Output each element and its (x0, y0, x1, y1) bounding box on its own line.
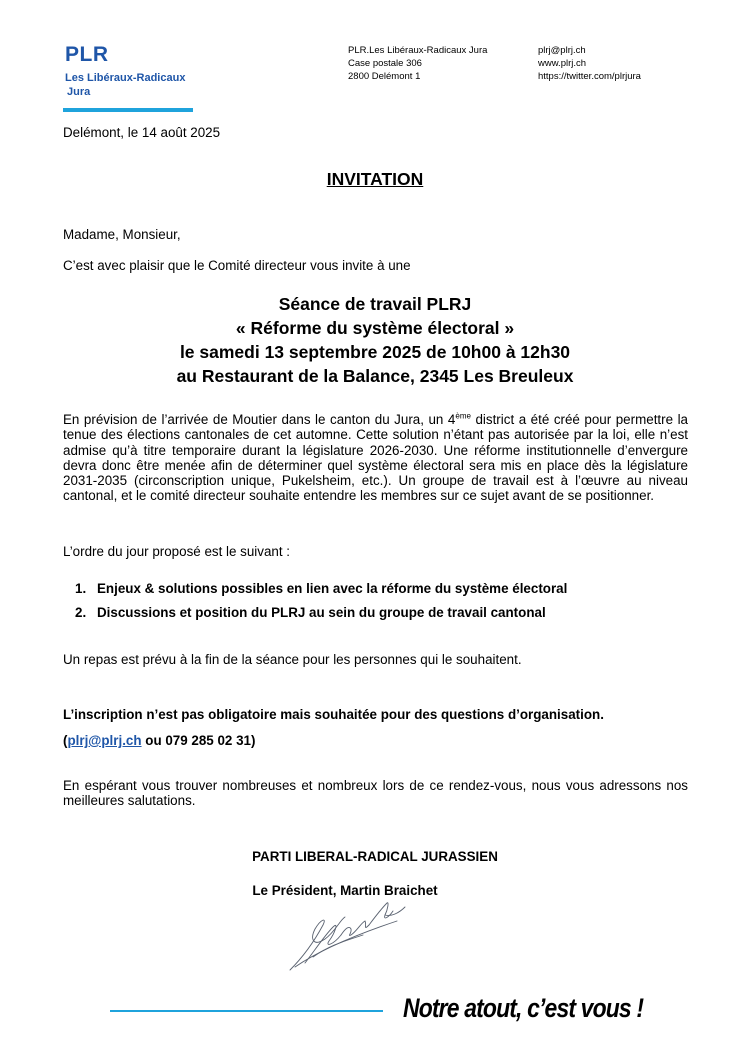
address-line: 2800 Delémont 1 (348, 71, 421, 82)
agenda-item (75, 577, 567, 601)
ordinal-superscript: ème (455, 411, 471, 421)
meal-note: Un repas est prévu à la fin de la séance pour les personnes qui le souhaitent. (63, 652, 522, 667)
address-line: Case postale 306 (348, 58, 422, 69)
contact-website[interactable]: www.plrj.ch (538, 58, 587, 69)
footer-rule (110, 1010, 383, 1012)
event-datetime: le samedi 13 septembre 2025 de 10h00 à 12h30 (179, 342, 571, 362)
event-location: au Restaurant de la Balance, 2345 Les Breuleux (176, 366, 574, 386)
agenda-text: Enjeux & solutions possibles en lien avec la réforme du système électoral (97, 581, 568, 596)
logo-subtitle: Les Libéraux-Radicaux (65, 72, 186, 84)
event-topic: « Réforme du système électoral » (235, 318, 515, 338)
salutation: Madame, Monsieur, (63, 227, 181, 242)
registration-note (63, 702, 604, 754)
contact-email[interactable]: plrj@plrj.ch (538, 45, 586, 56)
paragraph-text: En prévision de l’arrivée de Moutier dans le canton du Jura, un 4 (63, 412, 456, 427)
agenda-item (75, 601, 567, 625)
event-details (0, 292, 750, 388)
registration-phone: ou 079 285 02 31) (141, 733, 256, 748)
agenda-number: 2. (75, 605, 87, 620)
title-text: INVITATION (326, 169, 424, 189)
contact-info (538, 44, 641, 83)
agenda-number: 1. (75, 581, 87, 596)
registration-email-link[interactable]: plrj@plrj.ch (67, 733, 142, 748)
postal-address (348, 44, 487, 83)
agenda-text: Discussions et position du PLRJ au sein du groupe de travail cantonal (97, 605, 546, 620)
registration-text: L’inscription n’est pas obligatoire mais souhaitée pour des questions d’organisation. (63, 707, 604, 722)
closing-paragraph: En espérant vous trouver nombreuses et nombreux lors de ce rendez-vous, nous vous adressons nos meilleures salutations. (63, 778, 688, 809)
document-title (0, 169, 750, 190)
context-paragraph (63, 412, 688, 504)
registration-contact (63, 728, 604, 754)
logo-plr: PLR (65, 43, 109, 66)
president-name: Le Président, Martin Braichet (252, 883, 438, 898)
address-line: PLR.Les Libéraux-Radicaux Jura (348, 45, 488, 56)
party-name: PARTI LIBERAL-RADICAL JURASSIEN (252, 849, 498, 864)
agenda-intro: L’ordre du jour proposé est le suivant : (63, 544, 291, 559)
logo-underline (63, 108, 193, 112)
contact-twitter[interactable]: https://twitter.com/plrjura (538, 71, 641, 82)
logo-region: Jura (67, 86, 91, 98)
intro-line: C’est avec plaisir que le Comité directeur vous invite à une (63, 258, 411, 273)
event-name: Séance de travail PLRJ (278, 294, 472, 314)
letter-date: Delémont, le 14 août 2025 (63, 125, 221, 140)
paren-open: ( (63, 733, 68, 748)
slogan: Notre atout, c’est vous ! (403, 993, 644, 1023)
handwritten-signature (285, 895, 410, 975)
agenda-list (75, 577, 567, 625)
paragraph-text: district a été créé pour permettre la tenue des élections cantonales de cet automne. Cette solution n’étant pas autorisée par la loi, elle n’est admise qu’à titre temporaire durant la législature 2026-2030. Une réforme institutionnelle d’envergure devra donc être menée afin de déterminer quel système électoral sera mis en place dès la législature 2031-2035 (circonscription unique, Pukelsheim, etc.). Un groupe de travail est à l’œuvre au niveau cantonal, et le comité directeur souhaite entendre les membres sur ce sujet avant de se positionner. (63, 412, 688, 504)
